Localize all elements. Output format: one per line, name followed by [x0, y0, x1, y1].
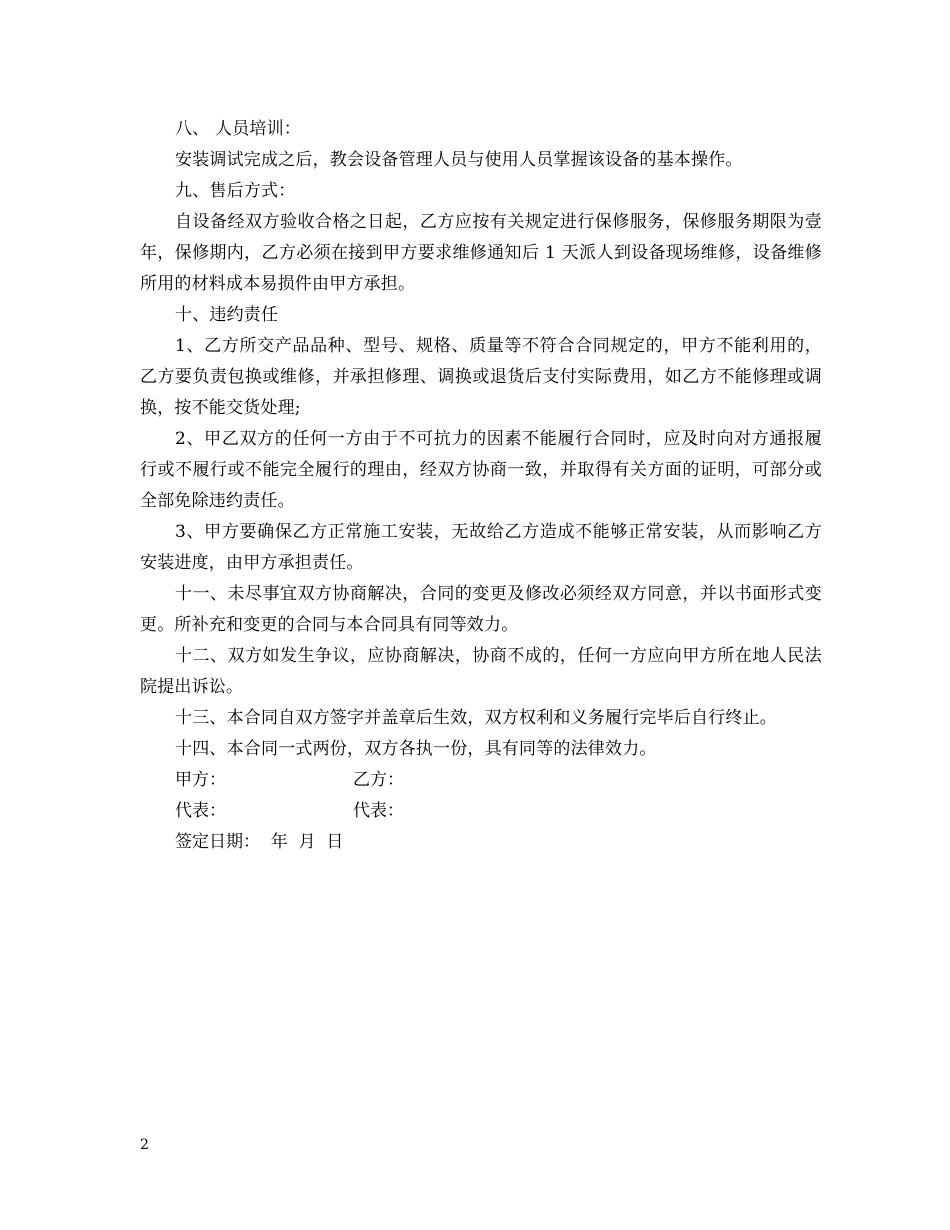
- paragraph-training: 安装调试完成之后，教会设备管理人员与使用人员掌握该设备的基本操作。: [175, 150, 743, 170]
- page-number: 2: [140, 1137, 149, 1153]
- paragraph-liability-3: 3、甲方要确保乙方正常施工安装，无故给乙方造成不能够正常安装，从而影响乙方安装进度，由甲方承担责任。: [140, 522, 822, 573]
- party-a-label: 甲方：: [175, 770, 226, 790]
- paragraph-clause-13: 十三、本合同自双方签字并盖章后生效，双方权利和义务履行完毕后自行终止。: [175, 708, 777, 728]
- section-heading-training: 八、 人员培训：: [175, 119, 302, 139]
- rep-b-label: 代表：: [353, 801, 404, 821]
- section-heading-after-sales: 九、售后方式：: [175, 181, 296, 201]
- section-heading-liability: 十、违约责任: [175, 305, 279, 325]
- paragraph-liability-2: 2、甲乙双方的任何一方由于不可抗力的因素不能履行合同时，应及时向对方通报履行或不履行或不能完全履行的理由，经双方协商一致，并取得有关方面的证明，可部分或全部免除违约责任。: [140, 429, 822, 511]
- paragraph-liability-1: 1、乙方所交产品品种、型号、规格、质量等不符合合同规定的，甲方不能利用的，乙方要负责包换或维修，并承担修理、调换或退货后支付实际费用，如乙方不能修理或调换，按不能交货处理;: [140, 336, 822, 418]
- party-b-label: 乙方：: [353, 770, 404, 790]
- signature-party-row: [140, 765, 822, 796]
- paragraph-after-sales: 自设备经双方验收合格之日起，乙方应按有关规定进行保修服务，保修服务期限为壹年，保修期内，乙方必须在接到甲方要求维修通知后 1 天派人到设备现场维修，设备维修所用的材料成本易损件由甲方承担。: [140, 212, 822, 294]
- signing-date: 签定日期： 年 月 日: [175, 832, 344, 852]
- paragraph-clause-12: 十二、双方如发生争议，应协商解决，协商不成的，任何一方应向甲方所在地人民法院提出诉讼。: [140, 646, 822, 697]
- paragraph-clause-14: 十四、本合同一式两份，双方各执一份，具有同等的法律效力。: [175, 739, 657, 759]
- paragraph-clause-11: 十一、未尽事宜双方协商解决，合同的变更及修改必须经双方同意，并以书面形式变更。所补充和变更的合同与本合同具有同等效力。: [140, 584, 822, 635]
- document-body: [140, 114, 822, 858]
- signature-rep-row: [140, 796, 822, 827]
- rep-a-label: 代表：: [175, 801, 226, 821]
